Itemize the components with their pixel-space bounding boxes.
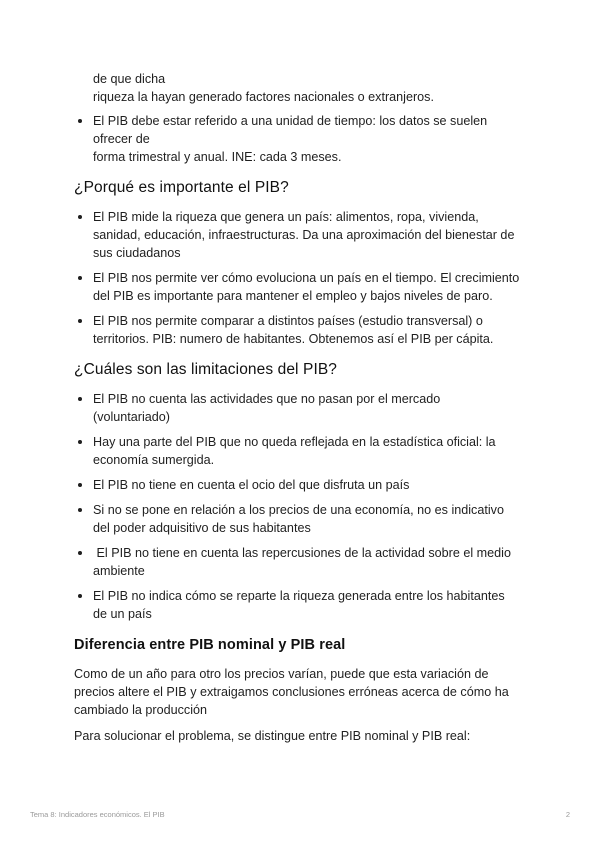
text-line: de que dicha bbox=[93, 72, 166, 86]
list-item: El PIB nos permite ver cómo evoluciona un país en el tiempo. El crecimiento del PIB es importante para mantener el empleo y bajos niveles de paro. bbox=[74, 269, 534, 305]
page-footer bbox=[30, 810, 570, 819]
document-body bbox=[74, 70, 534, 753]
importance-bullet-list bbox=[74, 208, 534, 348]
bullet-icon bbox=[78, 551, 82, 555]
bullet-icon bbox=[78, 319, 82, 323]
intro-bullet-list bbox=[74, 112, 534, 166]
text-line: riqueza la hayan generado factores nacionales o extranjeros. bbox=[93, 90, 434, 104]
bullet-icon bbox=[78, 440, 82, 444]
paragraph: Para solucionar el problema, se distingue entre PIB nominal y PIB real: bbox=[74, 729, 471, 743]
section-heading-nominal-real: Diferencia entre PIB nominal y PIB real bbox=[74, 637, 346, 653]
bullet-icon bbox=[78, 215, 82, 219]
section-heading-importance: ¿Porqué es importante el PIB? bbox=[74, 179, 289, 196]
page-number: 2 bbox=[565, 810, 570, 819]
limitations-bullet-list bbox=[74, 390, 534, 623]
bullet-icon bbox=[78, 508, 82, 512]
list-item: El PIB no tiene en cuenta las repercusiones de la actividad sobre el medio ambiente bbox=[74, 544, 534, 580]
list-item: Si no se pone en relación a los precios de una economía, no es indicativo del poder adquisitivo de sus habitantes bbox=[74, 501, 534, 537]
bullet-icon bbox=[78, 119, 82, 123]
section-heading-limitations: ¿Cuáles son las limitaciones del PIB? bbox=[74, 361, 338, 378]
bullet-icon bbox=[78, 483, 82, 487]
list-item: Hay una parte del PIB que no queda reflejada en la estadística oficial: la economía sumergida. bbox=[74, 433, 534, 469]
bullet-icon bbox=[78, 397, 82, 401]
list-item: El PIB no tiene en cuenta el ocio del que disfruta un país bbox=[74, 476, 534, 494]
bullet-icon bbox=[78, 276, 82, 280]
list-item: El PIB mide la riqueza que genera un país: alimentos, ropa, vivienda, sanidad, educación, infraestructuras. Da una aproximación del bienestar de sus ciudadanos bbox=[74, 208, 534, 262]
continuation-text bbox=[93, 70, 534, 106]
list-item: El PIB debe estar referido a una unidad de tiempo: los datos se suelen ofrecer de forma trimestral y anual. INE: cada 3 meses. bbox=[74, 112, 534, 166]
bullet-icon bbox=[78, 594, 82, 598]
list-item: El PIB no cuenta las actividades que no pasan por el mercado (voluntariado) bbox=[74, 390, 534, 426]
paragraph: Como de un año para otro los precios varían, puede que esta variación de precios altere el PIB y extraigamos conclusiones erróneas acerca de cómo ha cambiado la producción bbox=[74, 667, 509, 717]
list-item: El PIB nos permite comparar a distintos países (estudio transversal) o territorios. PIB: numero de habitantes. Obtenemos así el PIB per cápita. bbox=[74, 312, 534, 348]
list-item: El PIB no indica cómo se reparte la riqueza generada entre los habitantes de un país bbox=[74, 587, 534, 623]
footer-title: Tema 8: Indicadores económicos. El PIB bbox=[30, 810, 165, 819]
